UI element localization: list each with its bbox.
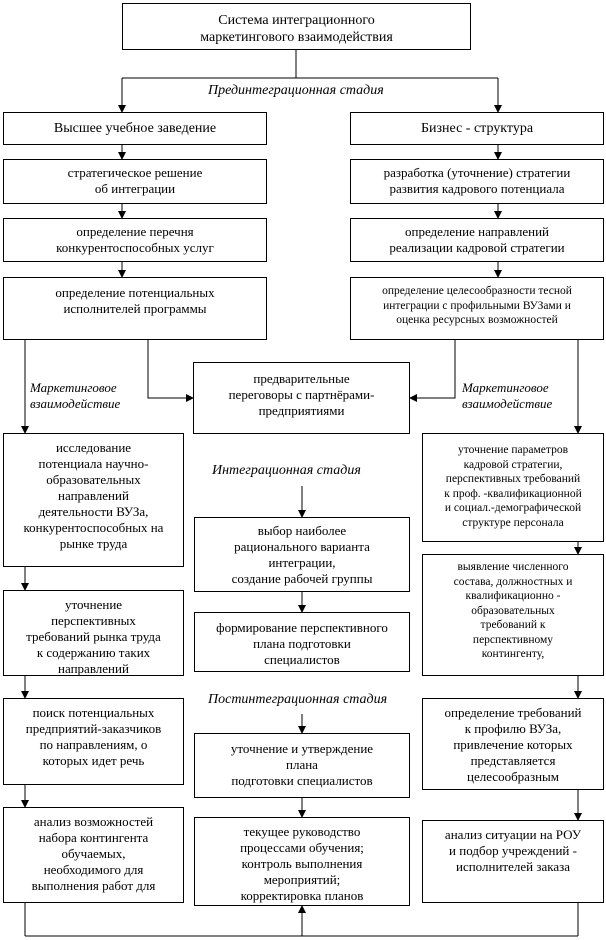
left-step-5: уточнение перспективных требований рынка труда к содержанию таких направлений bbox=[3, 590, 184, 676]
center-step-plan-approval: уточнение и утверждение плана подготовки специалистов bbox=[194, 733, 410, 798]
left-step-7: анализ возможностей набора контингента обучаемых, необходимого для выполнения работ для bbox=[3, 807, 184, 903]
right-header-business: Бизнес - структура bbox=[350, 112, 604, 145]
arrow-left-to-center bbox=[148, 340, 193, 398]
left-side-label: Маркетинговое взаимодействие bbox=[30, 380, 121, 411]
left-step-3: определение потенциальных исполнителей программы bbox=[3, 277, 267, 340]
left-step-1: стратегическое решение об интеграции bbox=[3, 159, 267, 204]
left-header-university: Высшее учебное заведение bbox=[3, 112, 267, 145]
center-step-plan-forming: формирование перспективного плана подготовки специалистов bbox=[194, 612, 410, 672]
center-step-choose-variant: выбор наиболее рационального варианта интеграции, создание рабочей группы bbox=[194, 517, 410, 592]
right-step-3: определение целесообразности тесной интеграции с профильными ВУЗами и оценка ресурсных возможностей bbox=[350, 277, 604, 340]
left-step-4: исследование потенциала научно- образовательных направлений деятельности ВУЗа, конкурентоспособных на рынке труда bbox=[3, 433, 184, 567]
right-step-5: выявление численного состава, должностных и квалификационно - образовательных требований к перспективному контингенту, bbox=[422, 554, 604, 676]
right-step-2: определение направлений реализации кадровой стратегии bbox=[350, 218, 604, 262]
stage-pre-label: Прединтеграционная стадия bbox=[208, 83, 384, 98]
left-step-2: определение перечня конкурентоспособных услуг bbox=[3, 218, 267, 262]
right-step-7: анализ ситуации на РОУ и подбор учреждений - исполнителей заказа bbox=[422, 820, 604, 903]
left-step-6: поиск потенциальных предприятий-заказчиков по направлениям, о которых идет речь bbox=[3, 698, 184, 785]
right-step-1: разработка (уточнение) стратегии развития кадрового потенциала bbox=[350, 159, 604, 204]
right-step-4: уточнение параметров кадровой стратегии, перспективных требований к проф. -квалификационной и социал.-демографической структуре персонала bbox=[422, 433, 604, 542]
stage-integration-label: Интеграционная стадия bbox=[212, 463, 361, 478]
right-step-6: определение требований к профилю ВУЗа, привлечение которых представляется целесообразным bbox=[422, 698, 604, 790]
arrow-right-to-center bbox=[410, 340, 455, 398]
center-step-management: текущее руководство процессами обучения; контроль выполнения мероприятий; корректировка планов bbox=[194, 817, 410, 906]
title-box: Система интеграционного маркетингового взаимодействия bbox=[122, 3, 471, 50]
right-side-label: Маркетинговое взаимодействие bbox=[462, 380, 553, 411]
stage-post-label: Постинтеграционная стадия bbox=[208, 692, 388, 707]
center-step-negotiations: предварительные переговоры с партнёрами- предприятиями bbox=[193, 362, 410, 434]
